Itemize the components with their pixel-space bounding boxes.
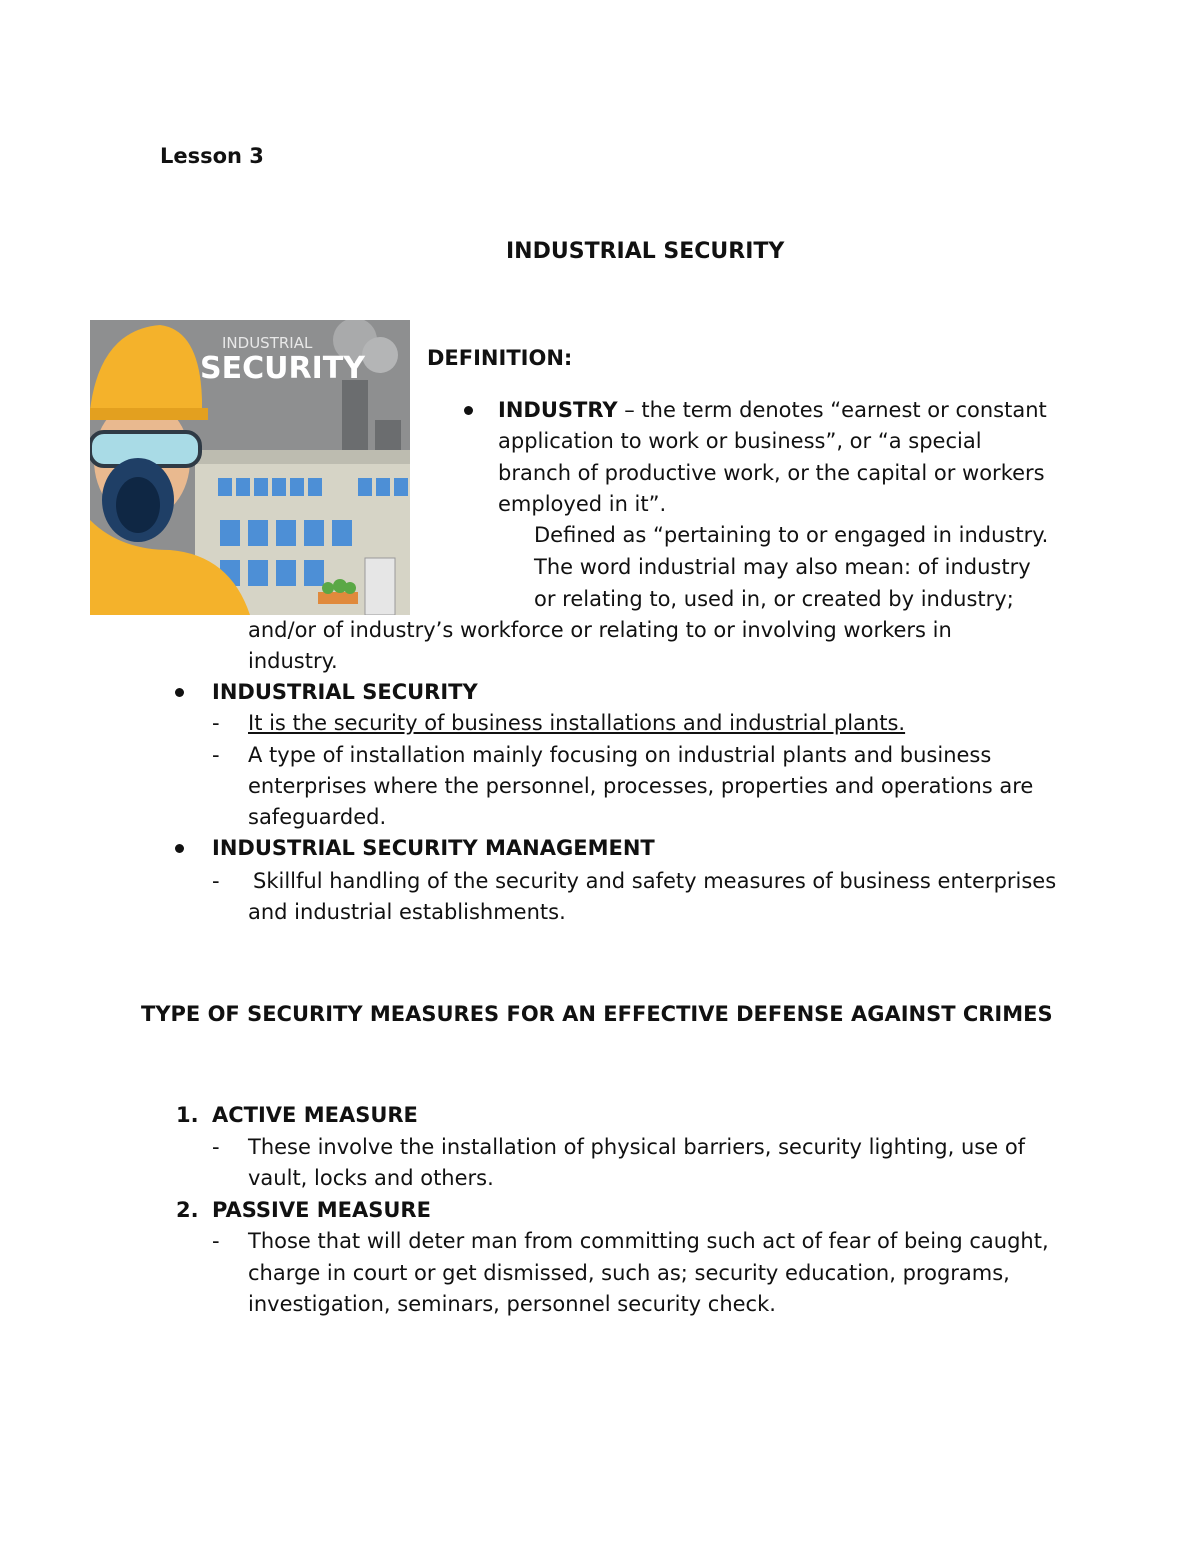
dash-marker: - bbox=[212, 1135, 220, 1159]
section-heading: TYPE OF SECURITY MEASURES FOR AN EFFECTIVE DEFENSE AGAINST CRIMES bbox=[141, 1002, 1053, 1026]
bullet-icon bbox=[175, 688, 184, 697]
passive-measure-line-3: investigation, seminars, personnel security check. bbox=[248, 1292, 776, 1316]
passive-measure-title: PASSIVE MEASURE bbox=[212, 1198, 431, 1222]
dash-marker: - bbox=[212, 869, 220, 893]
page-title: INDUSTRIAL SECURITY bbox=[506, 239, 785, 264]
industry-term: INDUSTRY bbox=[498, 398, 618, 422]
industry-line-1 bbox=[498, 396, 1047, 424]
active-measure-line-1: These involve the installation of physical barriers, security lighting, use of bbox=[248, 1135, 1026, 1159]
active-measure-title: ACTIVE MEASURE bbox=[212, 1103, 418, 1127]
dash-marker: - bbox=[212, 711, 220, 735]
illustration-caption-big: SECURITY bbox=[200, 351, 365, 386]
lesson-label: Lesson 3 bbox=[160, 144, 264, 168]
dash-marker: - bbox=[212, 1229, 220, 1253]
dash-marker: - bbox=[212, 743, 220, 767]
bullet-icon bbox=[175, 844, 184, 853]
industry-text-1: – the term denotes “earnest or constant bbox=[624, 398, 1047, 422]
defined-line-3: or relating to, used in, or created by industry; bbox=[534, 587, 1014, 611]
industrial-security-illustration bbox=[90, 320, 410, 615]
measure-number: 2. bbox=[176, 1198, 199, 1222]
industrial-security-item-1-text: It is the security of business installations and industrial plants. bbox=[248, 711, 906, 735]
industry-line-2: application to work or business”, or “a special bbox=[498, 429, 982, 453]
illustration-caption-small: INDUSTRIAL bbox=[222, 334, 313, 352]
bullet-icon bbox=[464, 406, 473, 415]
defined-line-2: The word industrial may also mean: of industry bbox=[534, 555, 1031, 579]
defined-line-1: Defined as “pertaining to or engaged in industry. bbox=[534, 523, 1049, 547]
measure-number: 1. bbox=[176, 1103, 199, 1127]
industrial-security-item-1 bbox=[248, 709, 905, 737]
passive-measure-line-2: charge in court or get dismissed, such as; security education, programs, bbox=[248, 1261, 1010, 1285]
industrial-security-term: INDUSTRIAL SECURITY bbox=[212, 680, 478, 704]
industry-line-3: branch of productive work, or the capital or workers bbox=[498, 461, 1045, 485]
wrap-line-1: and/or of industry’s workforce or relating to or involving workers in bbox=[248, 618, 952, 642]
industrial-security-item-2-line-2: enterprises where the personnel, processes, properties and operations are bbox=[248, 774, 1034, 798]
industrial-security-item-2-line-1: A type of installation mainly focusing on industrial plants and business bbox=[248, 743, 992, 767]
definition-label: DEFINITION: bbox=[427, 346, 573, 370]
passive-measure-line-1: Those that will deter man from committing such act of fear of being caught, bbox=[248, 1229, 1049, 1253]
industry-line-4: employed in it”. bbox=[498, 492, 667, 516]
management-line-2: and industrial establishments. bbox=[248, 900, 566, 924]
active-measure-line-2: vault, locks and others. bbox=[248, 1166, 494, 1190]
wrap-line-2: industry. bbox=[248, 649, 338, 673]
management-line-1: Skillful handling of the security and safety measures of business enterprises bbox=[253, 869, 1057, 893]
management-term: INDUSTRIAL SECURITY MANAGEMENT bbox=[212, 836, 655, 860]
industrial-security-item-2-line-3: safeguarded. bbox=[248, 805, 387, 829]
